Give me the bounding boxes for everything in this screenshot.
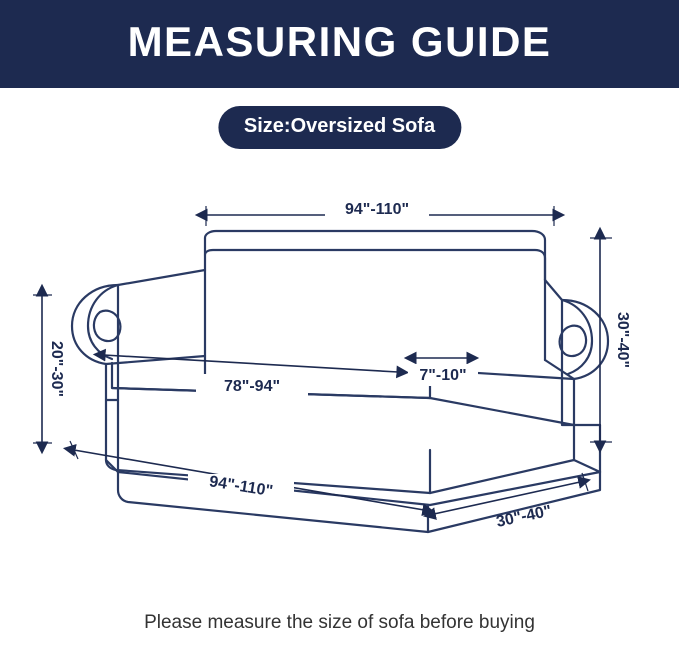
label-arm-height: 20"-30" <box>47 340 65 398</box>
footer-note: Please measure the size of sofa before buying <box>144 612 535 633</box>
page-title: MEASURING GUIDE <box>127 18 552 65</box>
sofa-measuring-diagram <box>0 160 679 580</box>
dimension-lines <box>33 206 612 514</box>
label-height: 30"-40" <box>613 311 631 369</box>
size-badge: Size:Oversized Sofa <box>218 106 461 149</box>
label-arm-width: 7"-10" <box>419 367 467 385</box>
label-base-width: 94"-110" <box>208 473 275 501</box>
header-bar <box>0 0 679 88</box>
sofa-outline <box>72 231 608 532</box>
label-seat-width: 78"-94" <box>223 378 281 396</box>
label-back-width: 94"-110" <box>344 201 410 219</box>
label-depth: 30"-40" <box>494 502 554 531</box>
